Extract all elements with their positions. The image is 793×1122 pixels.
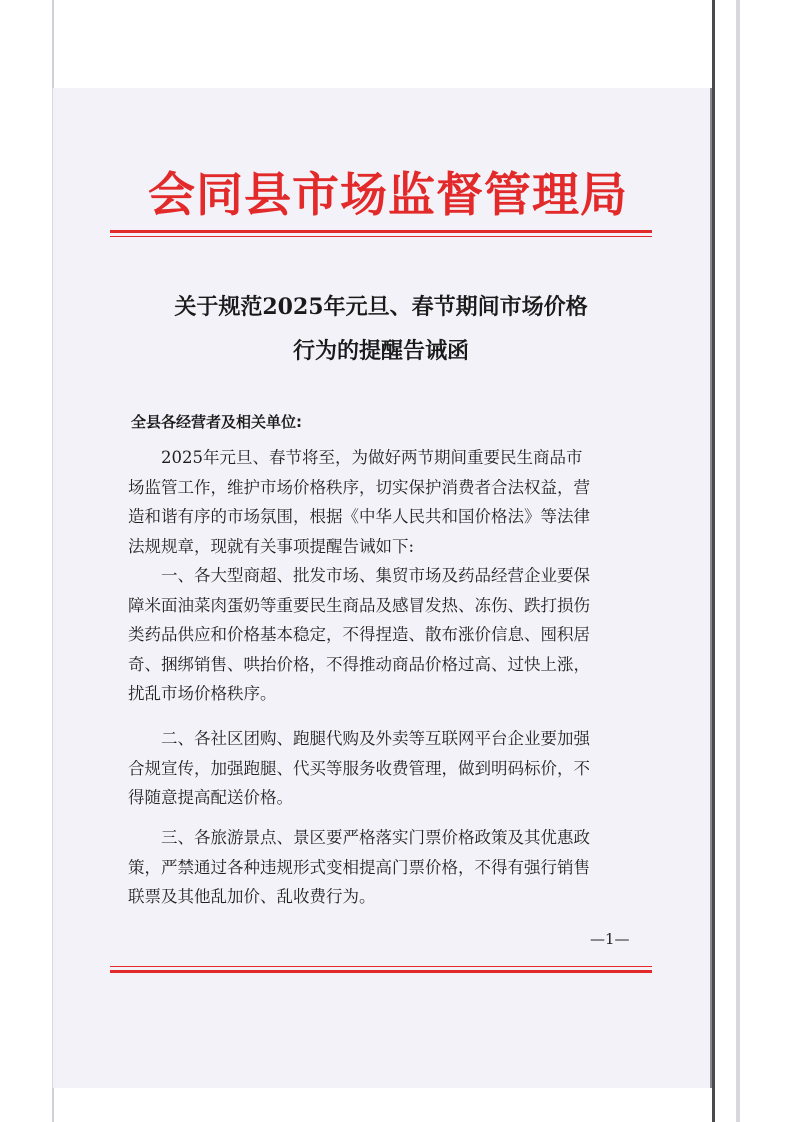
paragraph-item-3 (128, 823, 658, 912)
paragraph-line: 2025年元旦、春节将至，为做好两节期间重要民生商品市 (161, 448, 583, 467)
paragraph-line: 类药品供应和价格基本稳定，不得捏造、散布涨价信息、囤积居 (128, 625, 590, 644)
paragraph-intro (128, 443, 658, 561)
paragraph-line: 奇、捆绑销售、哄抬价格，不得推动商品价格过高、过快上涨， (128, 654, 590, 674)
masthead-red-line-thick (110, 230, 652, 233)
masthead-title: 会同县市场监督管理局 (148, 168, 628, 223)
paragraph-line: 三、各旅游景点、景区要严格落实门票价格政策及其优惠政 (161, 828, 590, 847)
masthead-red-line-thin (110, 236, 652, 237)
footer-red-line-thin (110, 966, 652, 967)
footer-red-line-thick (110, 970, 652, 973)
paragraph-line: 扰乱市场价格秩序。 (128, 684, 277, 703)
paragraph-item-2 (128, 724, 658, 813)
document-title-line-2: 行为的提醒告诫函 (292, 338, 469, 364)
paragraph-item-1 (128, 561, 658, 709)
salutation: 全县各经营者及相关单位: (131, 413, 302, 431)
page-number: —1— (590, 930, 630, 948)
paragraph-line: 障米面油菜肉蛋奶等重要民生商品及感冒发热、冻伤、跌打损伤 (128, 595, 590, 615)
scan-edge-right (712, 0, 715, 1122)
paragraph-line: 一、各大型商超、批发市场、集贸市场及药品经营企业要保 (161, 566, 590, 585)
paragraph-line: 二、各社区团购、跑腿代购及外卖等互联网平台企业要加强 (161, 729, 590, 748)
scan-edge-right-outer (736, 0, 740, 1122)
paragraph-line: 合规宣传，加强跑腿、代买等服务收费管理，做到明码标价，不 (128, 758, 590, 778)
document-title-line-1: 关于规范2025年元旦、春节期间市场价格 (174, 294, 588, 320)
paragraph-line: 得随意提高配送价格。 (128, 788, 293, 807)
paragraph-line: 联票及其他乱加价、乱收费行为。 (128, 887, 376, 906)
paragraph-line: 法规规章，现就有关事项提醒告诫如下: (128, 536, 415, 556)
paragraph-line: 场监管工作，维护市场价格秩序，切实保护消费者合法权益，营 (128, 477, 590, 497)
paragraph-line: 策，严禁通过各种违规形式变相提高门票价格，不得有强行销售 (128, 857, 590, 877)
paragraph-line: 造和谐有序的市场氛围，根据《中华人民共和国价格法》等法律 (128, 507, 590, 526)
